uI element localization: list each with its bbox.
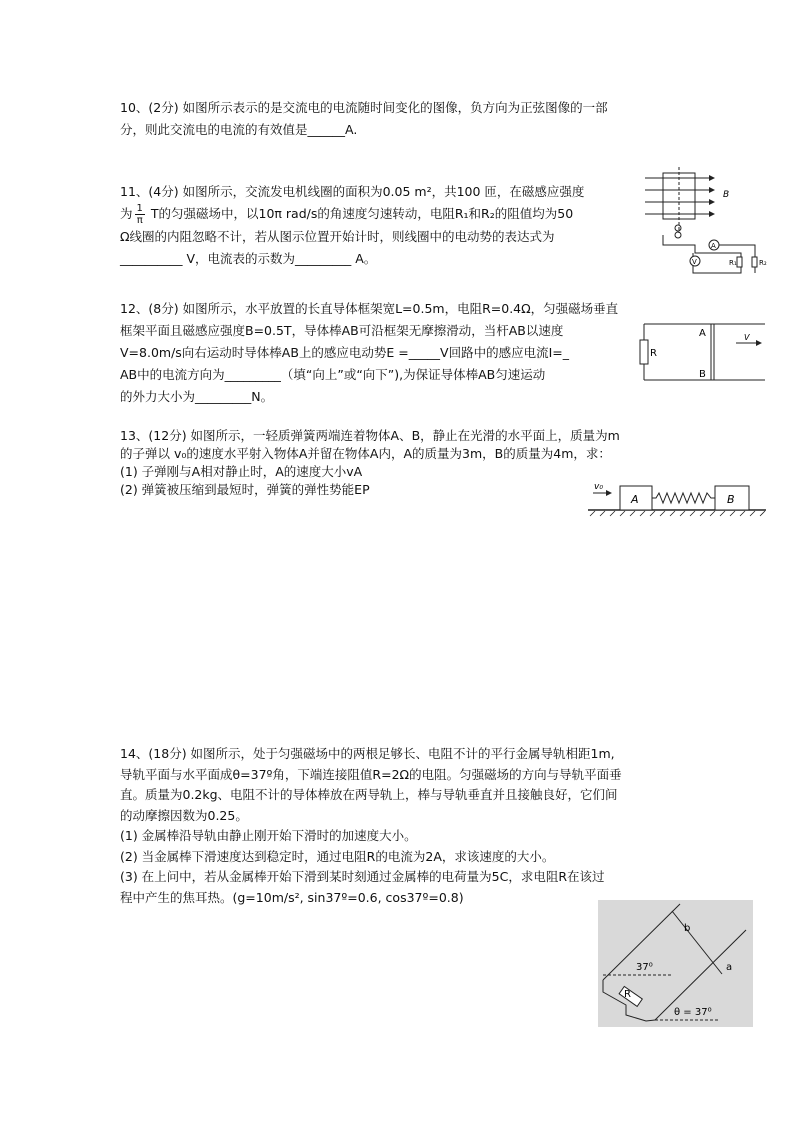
q12-line-5: 的外力大小为_________N。 xyxy=(120,389,274,404)
q11-line-1: 11、(4分) 如图所示，交流发电机线圈的面积为0.05 m²，共100 匝，在磁感应强度 xyxy=(120,184,585,199)
q11-fraction-den: π xyxy=(136,215,143,226)
q13-fig-label-v0: v₀ xyxy=(594,482,603,492)
q11-line-4: __________ V，电流表的示数为_________ A。 xyxy=(120,251,377,266)
q14-line-6: (2) 当金属棒下滑速度达到稳定时，通过电阻R的电流为2A，求该速度的大小。 xyxy=(120,848,555,864)
q10-line-1: 10、(2分) 如图所示表示的是交流电的电流随时间变化的图像，负方向为正弦图像的一部 xyxy=(120,100,608,115)
q14-line-5: (1) 金属棒沿导轨由静止刚开始下滑时的加速度大小。 xyxy=(120,828,417,843)
q10-line-2: 分，则此交流电的电流的有效值是______A. xyxy=(120,122,358,137)
q14-fig-label-R: R xyxy=(624,989,631,1000)
q11-fig-label-R2: R₂ xyxy=(759,259,767,267)
q13-line-4: (2) 弹簧被压缩到最短时，弹簧的弹性势能EP xyxy=(120,482,370,497)
q13-line-1: 13、(12分) 如图所示，一轻质弹簧两端连着物体A、B，静止在光滑的水平面上，质量为m xyxy=(120,428,620,443)
q11-generator-figure xyxy=(633,165,768,275)
q12-fig-label-v: V xyxy=(744,333,750,342)
q12-line-2: 框架平面且磁感应强度B=0.5T，导体棒AB可沿框架无摩擦滑动，当杆AB以速度 xyxy=(120,323,564,338)
q11-fig-label-V: V xyxy=(692,258,697,266)
q12-line-4: AB中的电流方向为_________（填“向上”或“向下”),为保证导体棒AB匀速运动 xyxy=(120,367,546,382)
question-13 xyxy=(120,427,620,499)
q11-fraction-num: 1 xyxy=(136,203,143,214)
q12-fig-label-B: B xyxy=(699,369,706,380)
q14-fig-label-a: a xyxy=(726,962,733,973)
q12-rail-figure xyxy=(638,318,766,384)
q14-line-8: 程中产生的焦耳热。(g=10m/s², sin37º=0.6, cos37º=0.8) xyxy=(120,889,464,905)
q12-line-1: 12、(8分) 如图所示，水平放置的长直导体框架宽L=0.5m，电阻R=0.4Ω，匀强磁场垂直 xyxy=(120,301,619,316)
q13-line-2: 的子弹以 v₀的速度水平射入物体A并留在物体A内，A的质量为3m，B的质量为4m，求： xyxy=(120,446,611,461)
q13-spring-figure xyxy=(588,478,768,520)
q12-fig-label-R: R xyxy=(650,348,657,359)
q11-fig-label-R1: R₁ xyxy=(729,259,737,267)
q14-line-2: 导轨平面与水平面成θ=37º角，下端连接阻值R=2Ω的电阻。匀强磁场的方向与导轨平面垂 xyxy=(120,766,622,782)
q14-fig-label-theta: θ = 37⁰ xyxy=(674,1007,712,1018)
q11-line-2-post: T的匀强磁场中，以10π rad/s的角速度匀速转动，电阻R₁和R₂的阻值均为50 xyxy=(146,206,574,221)
q13-fig-label-A: A xyxy=(631,493,639,506)
q14-line-4: 的动摩擦因数为0.25。 xyxy=(120,807,248,823)
q14-fig-label-b: b xyxy=(684,923,691,934)
q11-line-3: Ω线圈的内阻忽略不计，若从图示位置开始计时，则线圈中的电动势的表达式为 xyxy=(120,229,555,244)
question-12 xyxy=(120,298,618,408)
q11-fig-label-B: B xyxy=(723,190,730,200)
q13-fig-label-B: B xyxy=(727,493,735,506)
q14-line-7: (3) 在上问中，若从金属棒开始下滑到某时刻通过金属棒的电荷量为5C，求电阻R在该过 xyxy=(120,869,605,884)
q12-line-3: V=8.0m/s向右运动时导体棒AB上的感应电动势E =_____V回路中的感应电流I=_ xyxy=(120,345,569,360)
q13-line-3: (1) 子弹刚与A相对静止时，A的速度大小vA xyxy=(120,464,363,479)
q11-fig-label-A: A xyxy=(711,242,716,250)
q14-fig-label-37: 37⁰ xyxy=(636,962,653,973)
q14-line-1: 14、(18分) 如图所示，处于匀强磁场中的两根足够长、电阻不计的平行金属导轨相距1m, xyxy=(120,746,615,761)
q11-fraction xyxy=(135,203,145,226)
q14-line-3: 直。质量为0.2kg、电阻不计的导体棒放在两导轨上，棒与导轨垂直并且接触良好，它们间 xyxy=(120,787,618,802)
question-14 xyxy=(120,744,622,908)
q14-incline-figure xyxy=(598,900,753,1027)
q11-line-2-pre: 为 xyxy=(120,206,133,221)
question-11 xyxy=(120,181,584,270)
q11-line-2 xyxy=(120,203,584,226)
q12-fig-label-A: A xyxy=(699,328,706,339)
question-10 xyxy=(120,97,608,141)
